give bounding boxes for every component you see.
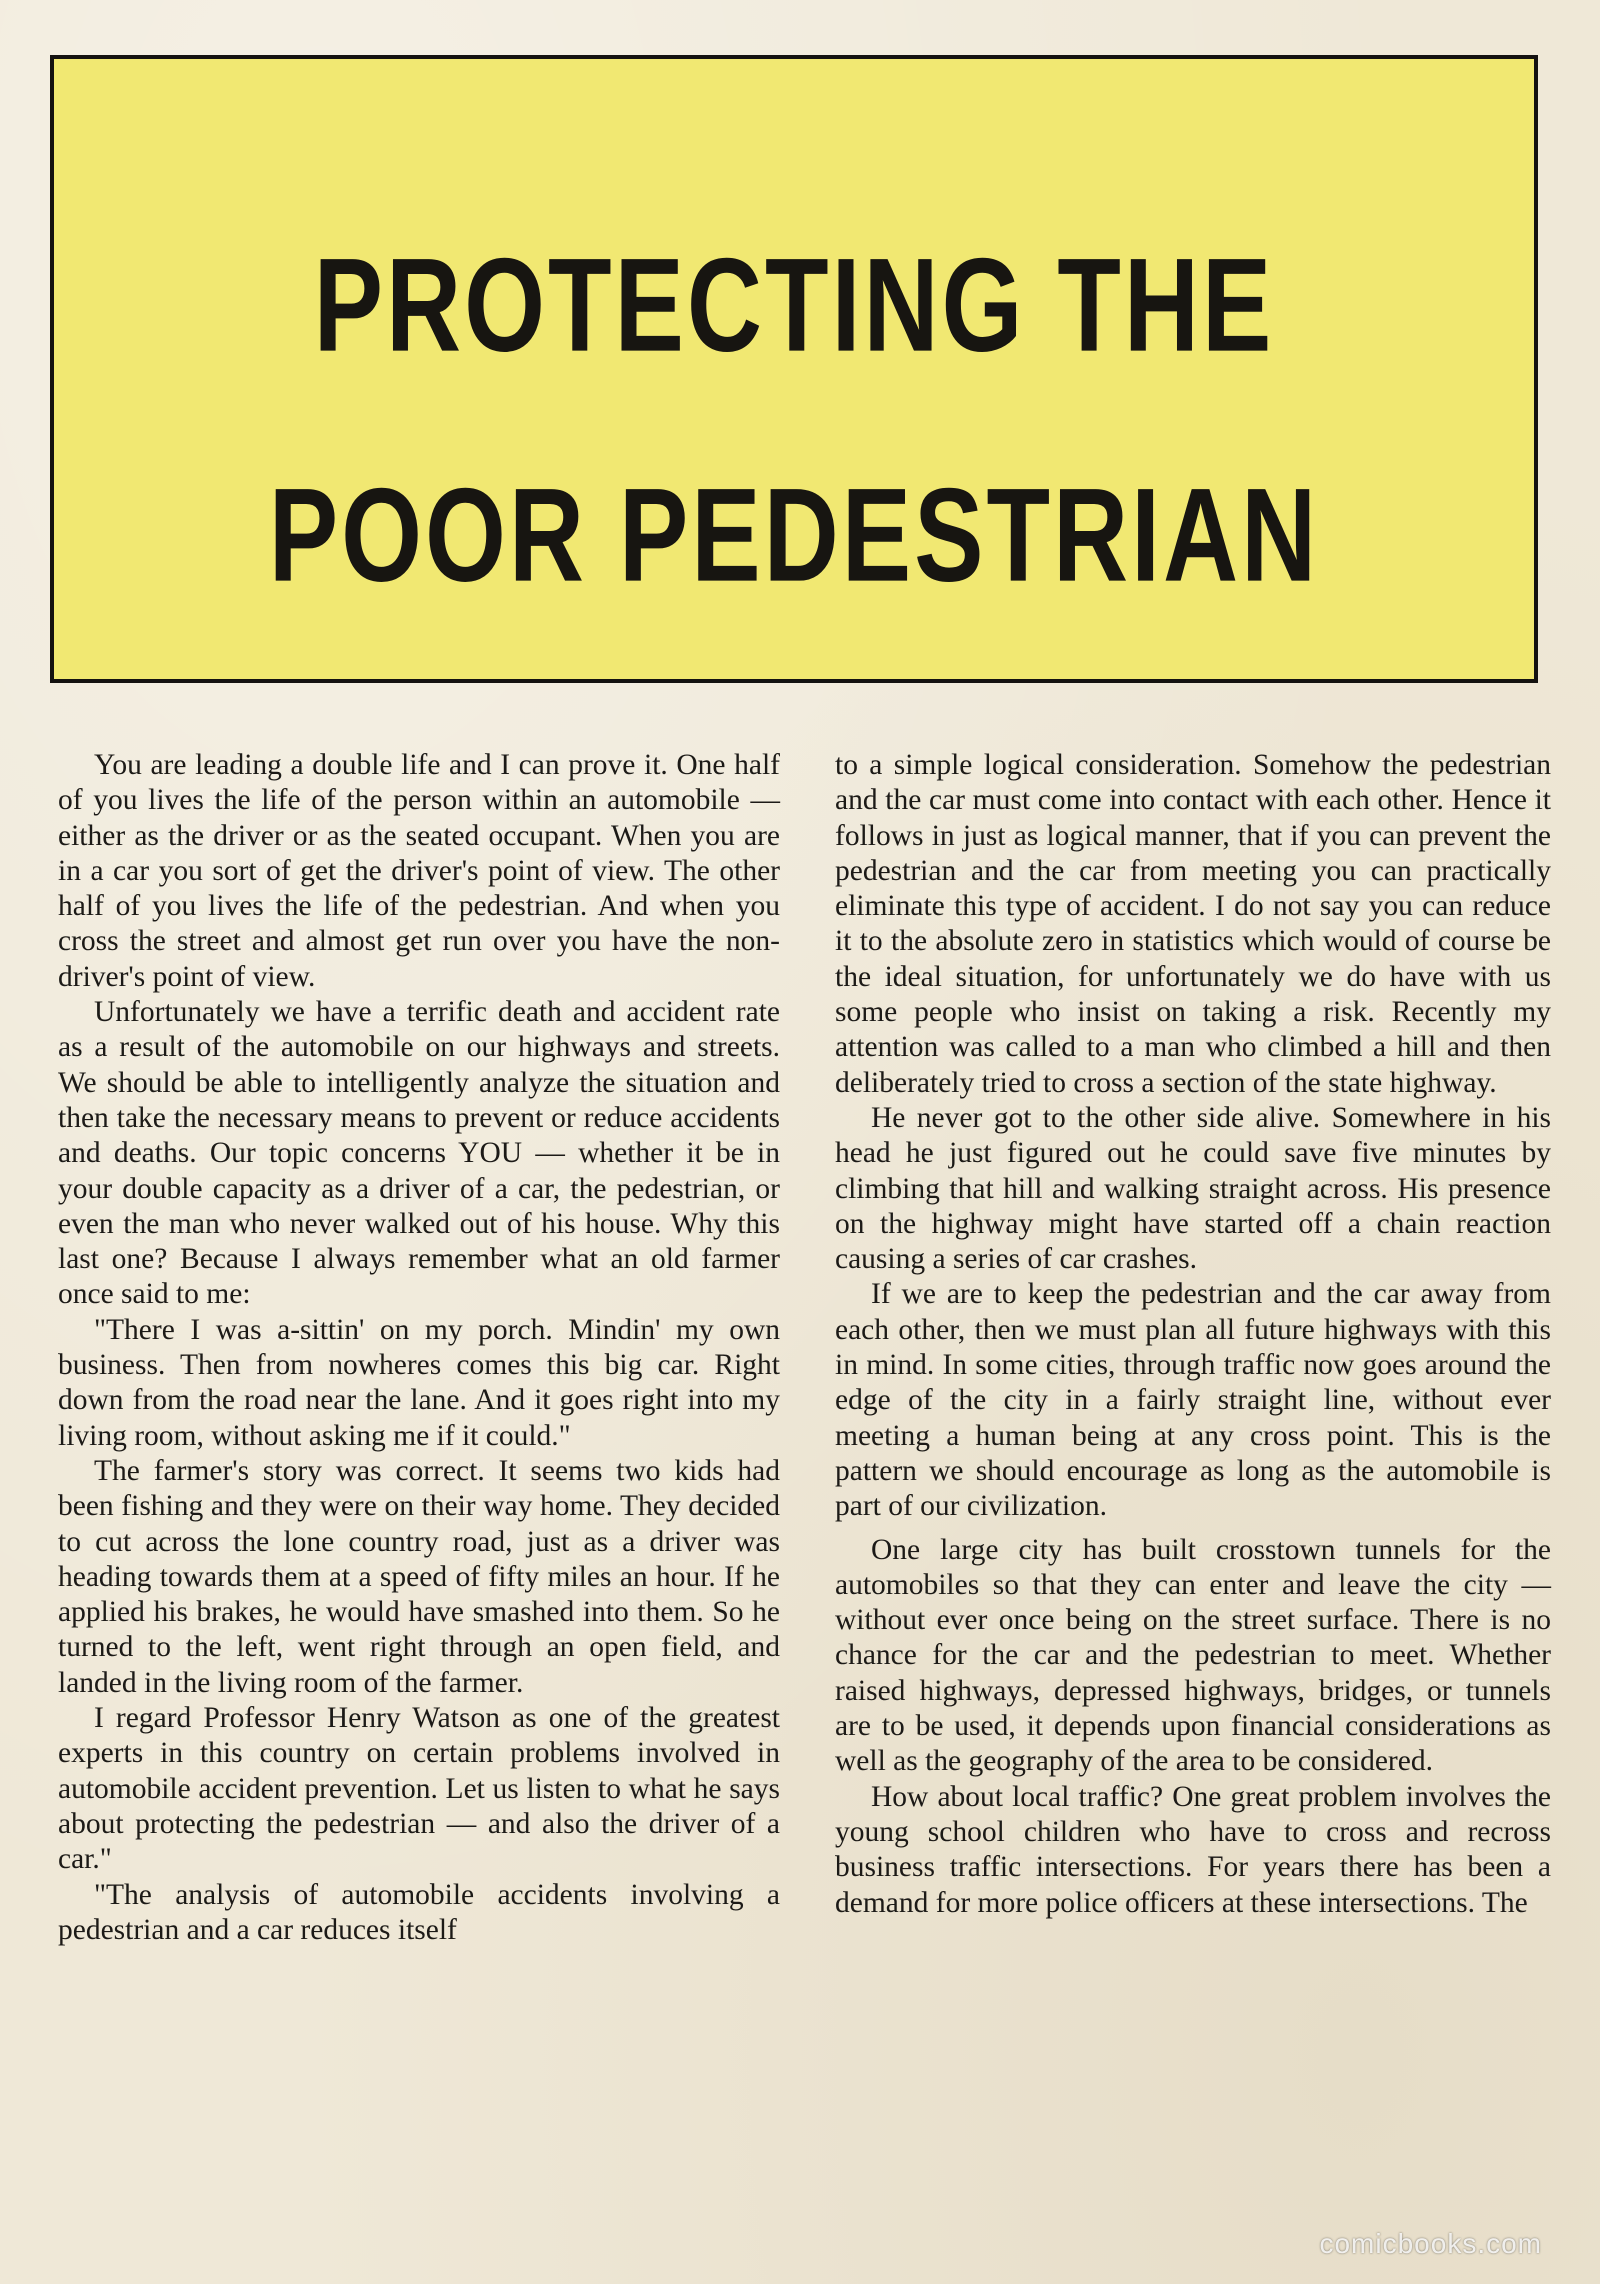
article-paragraph: He never got to the other side alive. Somewhere in his head he just figured out he could save five minutes by climbing that hill and walking straight across. His presence on the highway might have started off a chain reaction causing a series of car crashes.	[835, 1101, 1551, 1276]
article-paragraph: You are leading a double life and I can prove it. One half of you lives the life of the person within an automobile — either as the driver or as the seated occupant. When you are in a car you sort of get the driver's point of view. The other half of you lives the life of the pedestrian. And when you cross the street and almost get run over you have the non-driver's point of view.	[58, 749, 780, 993]
article-paragraph: How about local traffic? One great problem involves the young school children who have to cross and recross business traffic intersections. For years there has been a demand for more police officers at these intersections. The	[835, 1780, 1551, 1919]
article-paragraph: to a simple logical consideration. Somehow the pedestrian and the car must come into contact with each other. Hence it follows in just as logical manner, that if you can prevent the pedestrian and the car from meeting you can practically eliminate this type of accident. I do not say you can reduce it to the absolute zero in statistics which would of course be the ideal situation, for unfortunately we do have with us some people who insist on taking a risk. Recently my attention was called to a man who climbed a hill and then deliberately tried to cross a section of the state highway.	[835, 749, 1551, 1099]
article-paragraph: One large city has built crosstown tunnels for the automobiles so that they can enter and leave the city — without ever once being on the street surface. There is no chance for the car and the pedestrian to meet. Whether raised highways, depressed highways, bridges, or tunnels are to be used, it depends upon financial considerations as well as the geography of the area to be considered.	[835, 1533, 1551, 1778]
site-watermark: comicbooks.com	[1319, 2228, 1542, 2259]
article-paragraph: "There I was a-sittin' on my porch. Mindin' my own business. Then from nowheres comes this big car. Right down from the road near the lane. And it goes right into my living room, without asking me if it could."	[58, 1313, 780, 1452]
article-paragraph: If we are to keep the pedestrian and the car away from each other, then we must plan all future highways with this in mind. In some cities, through traffic now goes around the edge of the city in a fairly straight line, without ever meeting a human being at any cross point. This is the pattern we should encourage as long as the automobile is part of our civilization.	[835, 1278, 1551, 1523]
article-paragraph: Unfortunately we have a terrific death and accident rate as a result of the automobile on our highways and streets. We should be able to intelligently analyze the situation and then take the necessary means to prevent or reduce accidents and deaths. Our topic concerns YOU — whether it be in your double capacity as a driver of a car, the pedestrian, or even the man who never walked out of his house. Why this last one? Because I always remember what an old farmer once said to me:	[58, 996, 780, 1311]
article-body	[58, 748, 1551, 2248]
title-line-2: POOR PEDESTRIAN	[268, 461, 1320, 611]
article-column-left	[58, 748, 780, 1948]
title-banner	[50, 55, 1538, 683]
title-line-1: PROTECTING THE	[313, 231, 1275, 381]
article-paragraph: The farmer's story was correct. It seems two kids had been fishing and they were on their way home. They decided to cut across the lone country road, just as a driver was heading towards them at a speed of fifty miles an hour. If he applied his brakes, he would have smashed into them. So he turned to the left, went right through an open field, and landed in the living room of the farmer.	[58, 1454, 780, 1699]
article-paragraph: "The analysis of automobile accidents involving a pedestrian and a car reduces itself	[58, 1878, 780, 1946]
article-paragraph: I regard Professor Henry Watson as one of the greatest experts in this country on certain problems involved in automobile accident prevention. Let us listen to what he says about protecting the pedestrian — and also the driver of a car."	[58, 1702, 780, 1876]
article-column-right	[835, 748, 1551, 1921]
